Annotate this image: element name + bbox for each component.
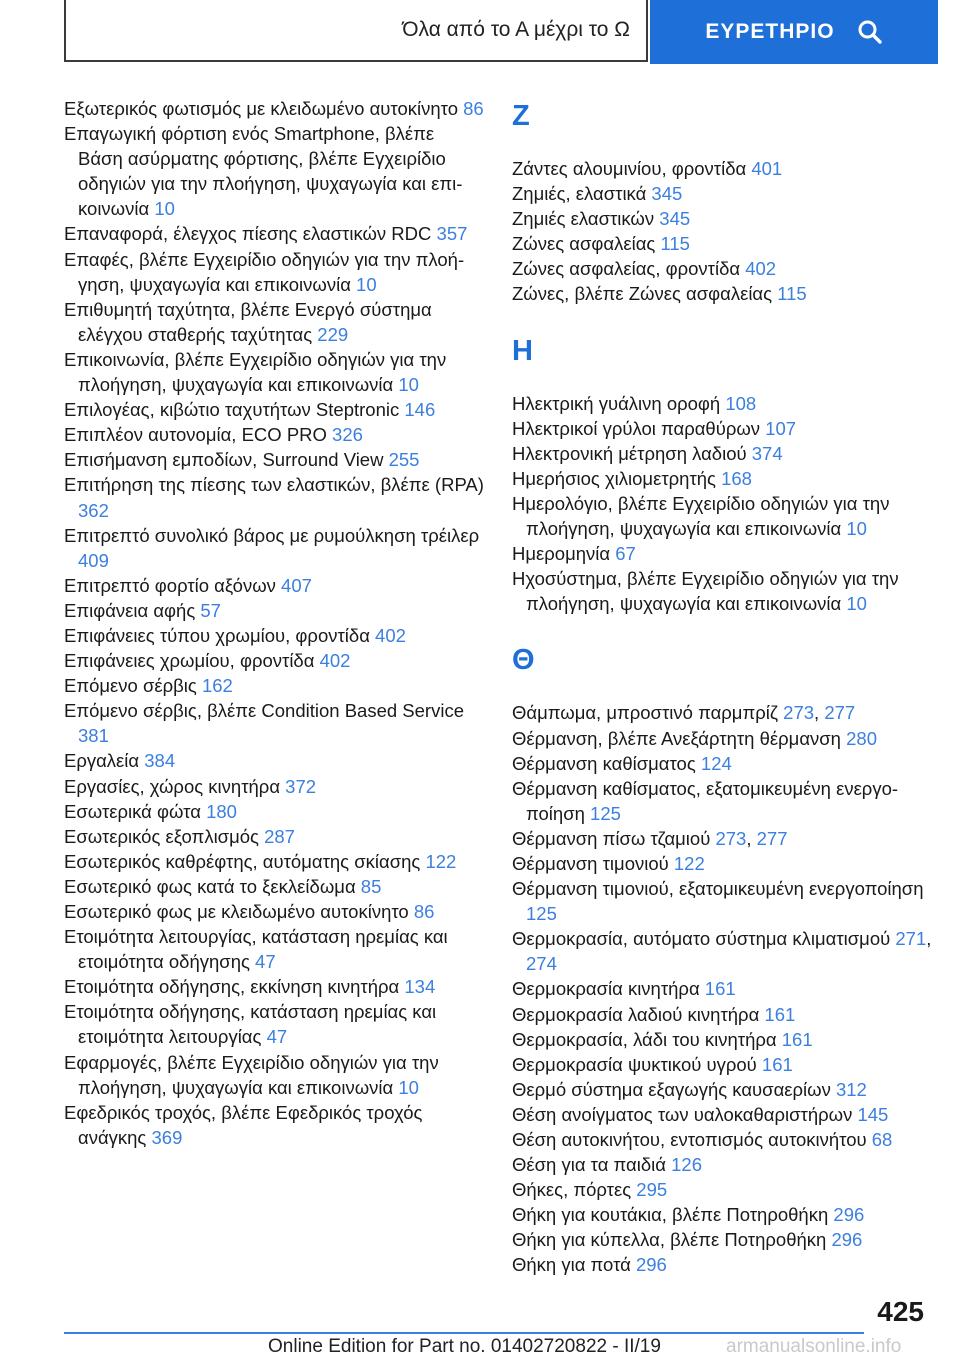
page-ref-link[interactable]: 277 bbox=[824, 702, 856, 724]
page-ref-link[interactable]: 229 bbox=[317, 323, 349, 345]
page-ref-link[interactable]: 146 bbox=[404, 399, 436, 421]
page-ref-link[interactable]: 122 bbox=[425, 850, 457, 872]
page-ref-link[interactable]: 273 bbox=[715, 827, 747, 849]
page-ref-link[interactable]: 409 bbox=[78, 549, 109, 571]
page-header bbox=[64, 0, 938, 64]
index-entry bbox=[512, 541, 932, 566]
page-ref-link[interactable]: 273 bbox=[783, 702, 815, 724]
watermark: armanualsonline.info bbox=[726, 1336, 902, 1357]
entry-text: Εφαρμογές, βλέπε Εγχειρίδιο οδηγιών για την πλοήγηση, ψυχαγωγία και επικοινωνία bbox=[64, 1051, 439, 1098]
footer-divider bbox=[64, 1332, 864, 1334]
section-letter: Θ bbox=[512, 644, 535, 677]
index-entry bbox=[64, 748, 484, 773]
entry-text: Θερμοκρασία, λάδι του κινητήρα bbox=[512, 1028, 782, 1050]
index-entry bbox=[512, 751, 932, 776]
page-ref-link[interactable]: 125 bbox=[526, 903, 557, 925]
page-ref-link[interactable]: 107 bbox=[765, 417, 797, 439]
index-entry bbox=[512, 876, 932, 926]
index-entry bbox=[64, 874, 484, 899]
page-ref-link[interactable]: 10 bbox=[846, 518, 867, 540]
index-entry bbox=[512, 1152, 932, 1177]
entry-text: Θέρμανση καθίσματος bbox=[512, 752, 701, 774]
entry-text: Επιφάνειες τύπου χρωμίου, φροντίδα bbox=[64, 624, 376, 646]
page-ref-link[interactable]: 407 bbox=[281, 574, 312, 596]
entry-text: Επαγωγική φόρτιση ενός Smartphone, βλέπε Βάση ασύρματης φόρτισης, βλέπε Εγχειρίδιο οδηγιών για την πλοήγηση, ψυχαγωγία και επικοινωνία bbox=[64, 123, 463, 220]
entry-text: Επαναφορά, έλεγχος πίεσης ελαστικών RDC bbox=[64, 223, 437, 245]
index-column-left bbox=[64, 96, 484, 1150]
entry-text: Επισήμανση εμποδίων, Surround View bbox=[64, 449, 389, 471]
index-entry bbox=[512, 1177, 932, 1202]
page-ref-link[interactable]: 312 bbox=[835, 1078, 867, 1100]
entry-text: Ετοιμότητα λειτουργίας, κατάσταση ηρεμίας και ετοιμότητα οδήγησης bbox=[64, 926, 448, 973]
search-icon[interactable] bbox=[857, 19, 883, 45]
entry-text: Ημερομηνία bbox=[512, 543, 616, 565]
page-ref-link[interactable]: 115 bbox=[660, 233, 690, 255]
page-ref-link[interactable]: 180 bbox=[206, 800, 237, 822]
entry-text: Θέρμανση τιμονιού bbox=[512, 852, 674, 874]
page-ref-link[interactable]: 161 bbox=[781, 1028, 813, 1050]
breadcrumb: Όλα από το Α μέχρι το Ω bbox=[402, 18, 630, 41]
page-ref-link[interactable]: 162 bbox=[201, 675, 233, 697]
index-entry bbox=[512, 726, 932, 751]
index-entry bbox=[512, 926, 932, 976]
index-entry bbox=[64, 221, 484, 246]
index-entry bbox=[512, 1002, 932, 1027]
index-entry bbox=[512, 231, 932, 256]
ref-separator: , bbox=[746, 827, 757, 849]
page-ref-link[interactable]: 345 bbox=[651, 183, 683, 205]
entry-text: Θερμοκρασία κινητήρα bbox=[512, 978, 705, 1000]
page-ref-link[interactable]: 255 bbox=[388, 449, 420, 471]
entry-text: Ζάντες αλουμινίου, φροντίδα bbox=[512, 158, 752, 179]
section-letter: Ζ bbox=[512, 100, 530, 132]
page-ref-link[interactable]: 125 bbox=[590, 802, 621, 824]
page-ref-link[interactable]: 86 bbox=[463, 98, 484, 119]
page-ref-link[interactable]: 57 bbox=[200, 599, 221, 621]
page-ref-link[interactable]: 402 bbox=[375, 624, 406, 646]
entry-text: Εσωτερικά φώτα bbox=[64, 800, 207, 822]
page-ref-link[interactable]: 134 bbox=[404, 976, 436, 998]
entry-text: Θερμοκρασία, αυτόματο σύστημα κλιματισμού bbox=[512, 928, 896, 950]
entry-text: Εξωτερικός φωτισμός με κλειδωμένο αυτοκίνητο bbox=[64, 98, 464, 119]
edition-note: Online Edition for Part no. 01402720822 - II/19 bbox=[268, 1336, 661, 1357]
entry-text: Θέρμανση καθίσματος, εξατομικευμένη ενεργοποίηση bbox=[512, 777, 899, 824]
entry-text: Ζώνες, βλέπε Ζώνες ασφαλείας bbox=[512, 283, 778, 305]
entry-text: Ημερήσιος χιλιομετρητής bbox=[512, 467, 722, 489]
index-entry bbox=[64, 121, 484, 221]
breadcrumb-tab[interactable] bbox=[64, 0, 648, 62]
index-entry bbox=[64, 924, 484, 974]
page-ref-link[interactable]: 271 bbox=[895, 928, 927, 950]
index-entry bbox=[64, 999, 484, 1049]
page-ref-link[interactable]: 280 bbox=[846, 727, 877, 749]
page-ref-link[interactable]: 372 bbox=[285, 775, 317, 797]
page-ref-link[interactable]: 295 bbox=[636, 1179, 668, 1201]
page-ref-link[interactable]: 47 bbox=[255, 951, 276, 973]
index-column-right bbox=[512, 96, 932, 1278]
index-entry bbox=[512, 391, 932, 416]
page-ref-link[interactable]: 381 bbox=[78, 725, 109, 747]
entry-text: Θέρμανση τιμονιού, εξατομικευμένη ενεργοποίηση bbox=[512, 878, 924, 900]
page-ref-link[interactable]: 296 bbox=[831, 1229, 863, 1251]
page-ref-link[interactable]: 68 bbox=[871, 1129, 893, 1150]
ref-separator: , bbox=[926, 928, 932, 950]
page-ref-link[interactable]: 374 bbox=[751, 442, 783, 464]
entry-text: Θάμπωμα, μπροστινό παρμπρίζ bbox=[512, 702, 784, 724]
entry-text: Εφεδρικός τροχός, βλέπε Εφεδρικός τροχός ανάγκης bbox=[64, 1101, 423, 1148]
entry-text: Ζημιές, ελαστικά bbox=[512, 183, 652, 205]
entry-text: Εσωτερικό φως κατά το ξεκλείδωμα bbox=[64, 875, 361, 897]
page-ref-link[interactable]: 126 bbox=[671, 1154, 702, 1176]
entry-text: Επιτρεπτό συνολικό βάρος με ρυμούλκηση τρέιλερ bbox=[64, 524, 480, 546]
index-entry bbox=[512, 1052, 932, 1077]
index-entry bbox=[512, 206, 932, 231]
index-entry bbox=[64, 849, 484, 874]
entry-text: Θέρμανση, βλέπε Ανεξάρτητη θέρμανση bbox=[512, 727, 847, 749]
entry-text: Επικοινωνία, βλέπε Εγχειρίδιο οδηγιών για την πλοήγηση, ψυχαγωγία και επικοινωνία bbox=[64, 348, 447, 396]
index-entry bbox=[512, 281, 932, 306]
index-entry bbox=[64, 774, 484, 799]
entry-text: Ηλεκτρική γυάλινη οροφή bbox=[512, 392, 726, 414]
page-ref-link[interactable]: 274 bbox=[526, 953, 557, 975]
page-ref-link[interactable]: 67 bbox=[615, 543, 636, 565]
page-ref-link[interactable]: 296 bbox=[635, 1254, 667, 1276]
page-ref-link[interactable]: 296 bbox=[833, 1204, 865, 1226]
entry-text: Εργασίες, χώρος κινητήρα bbox=[64, 775, 286, 797]
entry-text: Επιφάνειες χρωμίου, φροντίδα bbox=[64, 650, 320, 672]
entry-text: Εσωτερικός καθρέφτης, αυτόματης σκίασης bbox=[64, 850, 426, 872]
index-entry bbox=[64, 472, 484, 522]
entry-text: Θήκη για κύπελλα, βλέπε Ποτηροθήκη bbox=[512, 1229, 832, 1251]
page-ref-link[interactable]: 115 bbox=[777, 283, 807, 305]
page-ref-link[interactable]: 168 bbox=[721, 467, 752, 489]
index-entry bbox=[64, 824, 484, 849]
index-entry bbox=[512, 1102, 932, 1127]
page-ref-link[interactable]: 124 bbox=[700, 752, 732, 774]
index-entry bbox=[512, 1202, 932, 1227]
page-ref-link[interactable]: 161 bbox=[764, 1003, 796, 1025]
index-entry bbox=[512, 566, 932, 616]
index-entry bbox=[64, 573, 484, 598]
entry-text: Θήκες, πόρτες bbox=[512, 1179, 637, 1201]
entry-text: Θερμοκρασία ψυκτικού υγρού bbox=[512, 1053, 762, 1075]
index-entry bbox=[512, 441, 932, 466]
index-entry bbox=[512, 700, 932, 725]
entry-text: Θέρμανση πίσω τζαμιού bbox=[512, 827, 716, 849]
entry-text: Ζημιές ελαστικών bbox=[512, 208, 660, 230]
entry-text: Θήκη για ποτά bbox=[512, 1254, 636, 1276]
page-ref-link[interactable]: 277 bbox=[756, 827, 788, 849]
index-entry bbox=[512, 1227, 932, 1252]
index-entry bbox=[512, 826, 932, 851]
index-entry bbox=[64, 96, 484, 121]
entry-text: Επαφές, βλέπε Εγχειρίδιο οδηγιών για την πλοήγηση, ψυχαγωγία και επικοινωνία bbox=[64, 248, 465, 295]
page-ref-link[interactable]: 10 bbox=[398, 374, 419, 396]
index-entry bbox=[512, 1127, 932, 1152]
index-entry bbox=[64, 523, 484, 573]
index-entry bbox=[64, 247, 484, 297]
index-entry bbox=[64, 1100, 484, 1150]
index-entry bbox=[64, 799, 484, 824]
entry-text: Ετοιμότητα οδήγησης, κατάσταση ηρεμίας και ετοιμότητα λειτουργίας bbox=[64, 1001, 437, 1048]
index-entry bbox=[512, 851, 932, 876]
page-ref-link[interactable]: 357 bbox=[436, 223, 468, 245]
entry-text: Επιλογέας, κιβώτιο ταχυτήτων Steptronic bbox=[64, 399, 405, 421]
entry-text: Θέση αυτοκινήτου, εντοπισμός αυτοκινήτου bbox=[512, 1129, 872, 1150]
index-entry bbox=[64, 623, 484, 648]
entry-text: Επιπλέον αυτονομία, ECO PRO bbox=[64, 424, 333, 446]
entry-text: Επιτήρηση της πίεσης των ελαστικών, βλέπε (RPA) bbox=[64, 474, 484, 496]
index-entry bbox=[64, 1050, 484, 1100]
page-ref-link[interactable]: 161 bbox=[761, 1053, 793, 1075]
entry-text: Θήκη για κουτάκια, βλέπε Ποτηροθήκη bbox=[512, 1204, 834, 1226]
page-ref-link[interactable]: 402 bbox=[745, 258, 777, 280]
page-ref-link[interactable]: 86 bbox=[413, 901, 435, 922]
index-entry bbox=[512, 491, 932, 541]
index-entry bbox=[512, 156, 932, 181]
index-entry bbox=[64, 598, 484, 623]
index-entry bbox=[512, 1077, 932, 1102]
page-ref-link[interactable]: 326 bbox=[332, 424, 363, 446]
section-letter: Η bbox=[512, 334, 533, 367]
index-entry bbox=[64, 297, 484, 347]
page-ref-link[interactable]: 10 bbox=[154, 198, 175, 220]
entry-text: Ηχοσύστημα, βλέπε Εγχειρίδιο οδηγιών για την πλοήγηση, ψυχαγωγία και επικοινωνία bbox=[512, 568, 899, 615]
page-ref-link[interactable]: 47 bbox=[266, 1026, 288, 1048]
index-entry bbox=[64, 447, 484, 472]
index-entry bbox=[512, 976, 932, 1001]
page-ref-link[interactable]: 369 bbox=[151, 1126, 183, 1148]
page-ref-link[interactable]: 10 bbox=[356, 273, 377, 295]
entry-text: Θέση για τα παιδιά bbox=[512, 1154, 672, 1176]
entry-text: Θερμοκρασία λαδιού κινητήρα bbox=[512, 1003, 765, 1025]
page-ref-link[interactable]: 85 bbox=[360, 875, 382, 897]
entry-text: Επιθυμητή ταχύτητα, βλέπε Ενεργό σύστημα ελέγχου σταθερής ταχύτητας bbox=[64, 298, 432, 345]
index-entry bbox=[512, 181, 932, 206]
entry-text: Ζώνες ασφαλείας bbox=[512, 233, 661, 255]
ref-separator: , bbox=[814, 702, 825, 724]
index-entry bbox=[64, 422, 484, 447]
entry-text: Εργαλεία bbox=[64, 750, 145, 772]
page-ref-link[interactable]: 402 bbox=[319, 650, 351, 672]
page-ref-link[interactable]: 384 bbox=[144, 750, 176, 772]
index-entry bbox=[64, 347, 484, 397]
page-ref-link[interactable]: 401 bbox=[751, 158, 783, 179]
entry-text: Επόμενο σέρβις, βλέπε Condition Based Service bbox=[64, 700, 464, 722]
entry-text: Ζώνες ασφαλείας, φροντίδα bbox=[512, 258, 746, 280]
page-ref-link[interactable]: 10 bbox=[846, 593, 867, 615]
page-ref-link[interactable]: 108 bbox=[725, 392, 757, 414]
page-ref-link[interactable]: 145 bbox=[857, 1103, 889, 1125]
page-ref-link[interactable]: 161 bbox=[704, 978, 736, 1000]
entry-text: Ημερολόγιο, βλέπε Εγχειρίδιο οδηγιών για την πλοήγηση, ψυχαγωγία και επικοινωνία bbox=[512, 492, 890, 540]
index-entry bbox=[512, 1252, 932, 1277]
entry-text: Ηλεκτρικοί γρύλοι παραθύρων bbox=[512, 417, 766, 439]
entry-text: Θερμό σύστημα εξαγωγής καυσαερίων bbox=[512, 1078, 836, 1100]
index-entry bbox=[64, 673, 484, 698]
index-label: ΕΥΡΕΤΗΡΙΟ bbox=[705, 20, 835, 43]
index-entry bbox=[64, 397, 484, 422]
page-ref-link[interactable]: 345 bbox=[659, 208, 691, 230]
index-entry bbox=[512, 1027, 932, 1052]
page-ref-link[interactable]: 122 bbox=[673, 852, 705, 874]
page-ref-link[interactable]: 287 bbox=[264, 825, 295, 847]
index-entry bbox=[64, 974, 484, 999]
index-entry bbox=[64, 899, 484, 924]
entry-text: Επόμενο σέρβις bbox=[64, 675, 202, 697]
entry-text: Επιφάνεια αφής bbox=[64, 599, 201, 621]
index-entry bbox=[64, 698, 484, 748]
entry-text: Ηλεκτρονική μέτρηση λαδιού bbox=[512, 442, 752, 464]
page-ref-link[interactable]: 10 bbox=[398, 1076, 419, 1098]
entry-text: Εσωτερικός εξοπλισμός bbox=[64, 825, 265, 847]
entry-text: Εσωτερικό φως με κλειδωμένο αυτοκίνητο bbox=[64, 901, 414, 922]
entry-text: Θέση ανοίγματος των υαλοκαθαριστήρων bbox=[512, 1103, 858, 1125]
index-entry bbox=[512, 416, 932, 441]
index-entry bbox=[512, 466, 932, 491]
page-ref-link[interactable]: 362 bbox=[78, 499, 109, 521]
entry-text: Επιτρεπτό φορτίο αξόνων bbox=[64, 574, 282, 596]
index-entry bbox=[512, 776, 932, 826]
entry-text: Ετοιμότητα οδήγησης, εκκίνηση κινητήρα bbox=[64, 976, 405, 998]
page-number: 425 bbox=[877, 1296, 924, 1327]
index-tab[interactable] bbox=[650, 0, 938, 64]
index-entry bbox=[512, 256, 932, 281]
index-entry bbox=[64, 648, 484, 673]
